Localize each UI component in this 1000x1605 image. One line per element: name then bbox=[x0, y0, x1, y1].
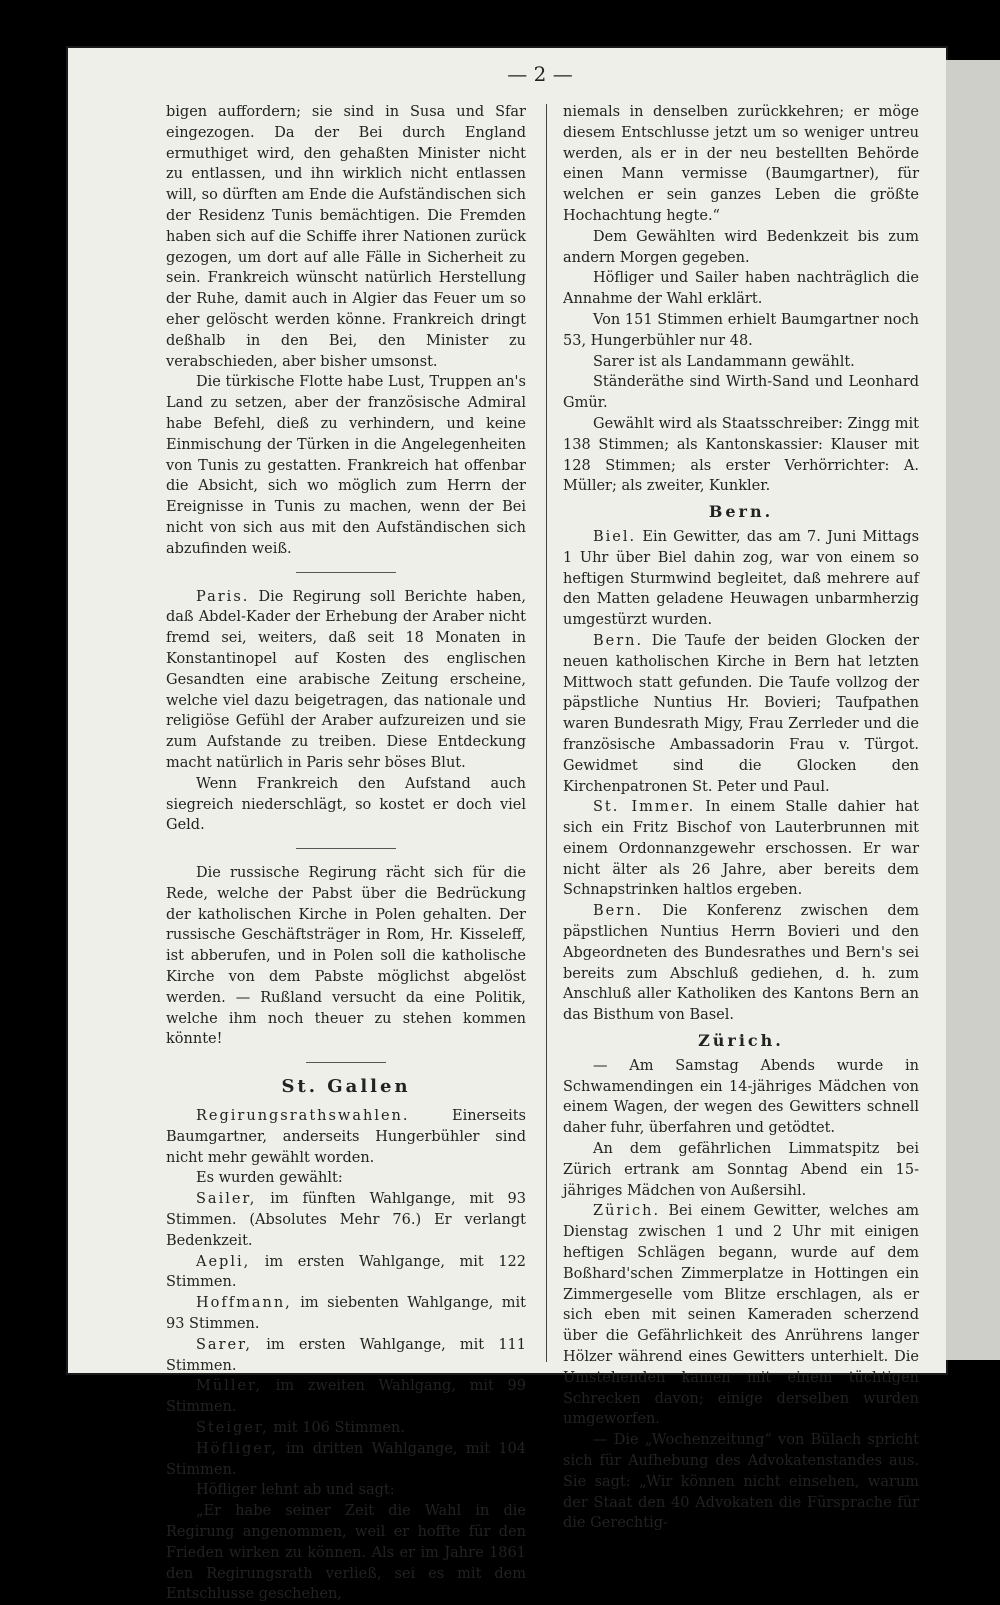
turkish-fleet-paragraph: Die türkische Flotte habe Lust, Truppen an's Land zu setzen, aber der französische Admiral habe Befehl, dieß zu verhindern, und keine Einmischung der Türken in die Angelegenheiten von Tunis zu gestatten. Frankreich hat offenbar die Absicht, sich wo möglich zum Herrn der Ereignisse in Tunis zu machen, wenn der Bei nicht von sich aus mit den Aufständischen sich abzufinden weiß. bbox=[166, 374, 526, 557]
biel-text: Ein Gewitter, das am 7. Juni Mittags 1 Uhr über Biel dahin zog, war von einem so heftigen Sturmwind begleitet, daß mehrere auf den Matten geladene Heuwagen unbarmherzig umgestürzt wurden. bbox=[563, 528, 920, 629]
landammann-paragraph: Sarer ist als Landammann gewählt. bbox=[593, 353, 855, 370]
result-sarer bbox=[166, 1335, 526, 1377]
paris-text: Die Regirung soll Berichte haben, daß Abdel-Kader der Erhebung der Araber nicht fremd sei, weiters, daß seit 18 Monaten in Konstantinopel auf Kosten des englischen Gesandten eine arabische Zeitung erscheine, welche viel dazu beigetragen, das nationale und religiöse Gefühl der Araber aufzureizen und sie zum Aufstande zu treiben. Diese Entdeckung macht natürlich in Paris sehr böses Blut. bbox=[166, 588, 526, 771]
column-rule bbox=[546, 104, 547, 1362]
adjacent-page-edge bbox=[946, 60, 1000, 1360]
limmatspitz-paragraph: An dem gefährlichen Limmatspitz bei Zürich ertrank am Sonntag Abend ein 15-jähriges Mädchen von Außersihl. bbox=[563, 1141, 919, 1199]
result-hoefliger bbox=[166, 1439, 526, 1481]
st-immer-dateline: St. Immer. bbox=[593, 799, 696, 816]
result-steiger bbox=[166, 1418, 526, 1439]
votes-paragraph: Von 151 Stimmen erhielt Baumgartner noch 53, Hungerbühler nur 48. bbox=[563, 311, 919, 349]
biel-dateline: Biel. bbox=[593, 528, 637, 545]
paris-dateline: Paris. bbox=[196, 588, 250, 605]
bern-bells-text: Die Taufe der beiden Glocken der neuen katholischen Kirche in Bern hat letzten Mittwoch statt gefunden. Die Taufe vollzog der päpstliche Nuntius Hr. Bovieri; Taufpathen waren Bundesrath Migy, Frau Zerrleder und die französische Ambassadorin Frau v. Türgot. Gewidmet sind die Glocken den Kirchenpatronen St. Peter und Paul. bbox=[563, 632, 920, 795]
heading-bern: Bern. bbox=[708, 502, 774, 522]
staatsschreiber-paragraph: Gewählt wird als Staatsschreiber: Zingg mit 138 Stimmen; als Kantonskassier: Klauser mit 128 Stimmen; als erster Verhörrichter: A. Müller; als zweiter, Kunkler. bbox=[563, 415, 919, 495]
result-hoffmann bbox=[166, 1293, 526, 1335]
zuerich-lightning-paragraph bbox=[563, 1201, 919, 1430]
result-hoefliger-text: im dritten Wahlgange, mit 104 Stimmen. bbox=[166, 1440, 527, 1478]
schwamendingen-paragraph: — Am Samstag Abends wurde in Schwamendingen ein 14-jähriges Mädchen von einem Wagen, der wegen des Gewitters schnell daher fuhr, überfahren und getödtet. bbox=[563, 1057, 919, 1137]
france-cost-paragraph: Wenn Frankreich den Aufstand auch siegreich niederschlägt, so kostet er doch viel Geld. bbox=[166, 775, 526, 834]
name-sailer: Sailer, bbox=[196, 1191, 257, 1208]
result-sailer bbox=[166, 1189, 526, 1251]
result-hoffmann-text: im siebenten Wahlgange, mit 93 Stimmen. bbox=[166, 1295, 526, 1333]
bern-conference-paragraph bbox=[563, 901, 919, 1026]
buelach-paragraph: — Die „Wochenzeitung“ von Bülach spricht sich für Aufhebung des Advokatenstandes aus. Sie sagt: „Wir können nicht einsehen, warum der Staat den 40 Advokaten die Fürsprache für die Gerechtig- bbox=[563, 1432, 919, 1532]
staenderaete-paragraph: Ständeräthe sind Wirth-Sand und Leonhard Gmür. bbox=[563, 374, 919, 412]
russia-paragraph: Die russische Regirung rächt sich für die Rede, welche der Pabst über die Bedrückung der katholischen Kirche in Polen gehalten. Der russische Geschäftsträger in Rom, Hr. Kisseleff, ist abberufen, und in Polen soll die katholische Kirche von dem Pabste möglichst abgelöst werden. — Rußland versucht da eine Politik, welche ihm noch theuer zu stehen kommen könnte! bbox=[166, 865, 526, 1048]
bern-dateline: Bern. bbox=[593, 632, 644, 649]
result-sailer-text: im fünften Wahlgange, mit 93 Stimmen. (Absolutes Mehr 76.) Er verlangt Bedenkzeit. bbox=[166, 1191, 527, 1249]
bedenkzeit-paragraph: Dem Gewählten wird Bedenkzeit bis zum andern Morgen gegeben. bbox=[563, 228, 919, 266]
heading-st-gallen: St. Gallen bbox=[281, 1076, 411, 1098]
result-steiger-text: mit 106 Stimmen. bbox=[273, 1420, 405, 1437]
acceptance-paragraph: Höfliger und Sailer haben nachträglich die Annahme der Wahl erklärt. bbox=[563, 270, 919, 308]
bern-conference-text: Die Konferenz zwischen dem päpstlichen Nuntius Herrn Bovieri und den Abgeordneten des Bundesrathes und Bern's sei bereits zum Abschluß gediehen, d. h. zum Anschluß aller Katholiken des Kantons Bern an das Bisthum von Basel. bbox=[563, 903, 920, 1024]
result-aepli bbox=[166, 1252, 526, 1294]
result-mueller-text: im zweiten Wahlgang, mit 99 Stimmen. bbox=[166, 1378, 526, 1416]
section-divider bbox=[306, 1062, 386, 1063]
result-sarer-text: im ersten Wahlgange, mit 111 Stimmen. bbox=[166, 1336, 527, 1374]
result-mueller bbox=[166, 1376, 526, 1418]
st-immer-paragraph bbox=[563, 797, 919, 901]
election-paragraph bbox=[166, 1106, 526, 1168]
paris-paragraph bbox=[166, 587, 526, 774]
zuerich-lightning-text: Bei einem Gewitter, welches am Dienstag zwischen 1 und 2 Uhr mit einigen heftigen Schlägen begann, wurde auf dem Boßhard'schen Zimmerplatze in Hottingen ein Zimmergeselle vom Blitze erschlagen, als er sich eben mit seinen Kameraden scherzend über die Gefährlichkeit des Anrührens langer Hölzer während eines Gewitters unterhielt. Die Umstehenden kamen mit einem tüchtigen Schrecken davon; einige derselben wurden umgeworfen. bbox=[563, 1203, 920, 1428]
st-immer-text: In einem Stalle dahier hat sich ein Fritz Bischof von Lauterbrunnen mit einem Ordonnanzgewehr erschossen. Er war nicht älter als 26 Jahre, aber bereits dem Schnapstrinken haltlos ergeben. bbox=[563, 799, 920, 899]
name-steiger: Steiger, bbox=[196, 1420, 269, 1437]
election-text: Einerseits Baumgartner, anderseits Hungerbühler sind nicht mehr gewählt worden. bbox=[166, 1108, 526, 1166]
tunis-paragraph: bigen auffordern; sie sind in Susa und Sfar eingezogen. Da der Bei durch England ermuthiget wird, den gehaßten Minister nicht zu entlassen, und ihn wirklich nicht entlassen will, so dürften am Ende die Aufständischen sich der Residenz Tunis bemächtigen. Die Fremden haben sich auf die Schiffe ihrer Nationen zurück gezogen, um dort auf alle Fälle in Sicherheit zu sein. Frankreich wünscht natürlich Herstellung der Ruhe, damit auch in Algier das Feuer um so eher gelöscht werden könne. Frankreich dringt deßhalb in den Bei, den Minister zu verabschieden, aber bisher umsonst. bbox=[166, 104, 526, 370]
elected-intro: Es wurden gewählt: bbox=[196, 1170, 343, 1187]
biel-paragraph bbox=[563, 527, 919, 631]
bern-dateline: Bern. bbox=[593, 903, 644, 920]
name-sarer: Sarer, bbox=[196, 1336, 253, 1353]
right-column bbox=[563, 102, 919, 1534]
quote-continuation: niemals in denselben zurückkehren; er möge diesem Entschlusse jetzt um so weniger untreu werden, als er in der neu bestellten Behörde einen Mann vermisse (Baumgartner), für welchen er sein ganzes Leben die größte Hochachtung hegte.“ bbox=[563, 104, 919, 224]
election-lead: Regirungsrathswahlen. bbox=[196, 1108, 410, 1125]
section-divider bbox=[296, 848, 396, 849]
zuerich-dateline: Zürich. bbox=[593, 1203, 661, 1220]
name-mueller: Müller, bbox=[196, 1378, 262, 1395]
page-number: — 2 — bbox=[507, 62, 573, 86]
name-hoefliger: Höfliger, bbox=[196, 1440, 278, 1457]
name-aepli: Aepli, bbox=[196, 1253, 251, 1270]
heading-zuerich: Zürich. bbox=[698, 1031, 784, 1051]
bern-bells-paragraph bbox=[563, 631, 919, 797]
left-column bbox=[166, 102, 526, 1605]
result-aepli-text: im ersten Wahlgange, mit 122 Stimmen. bbox=[166, 1253, 526, 1291]
section-divider bbox=[296, 572, 396, 573]
hoefliger-declines: Höfliger lehnt ab und sagt: bbox=[196, 1482, 395, 1499]
hoefliger-quote: „Er habe seiner Zeit die Wahl in die Regirung angenommen, weil er hoffte für den Frieden wirken zu können. Als er im Jahre 1861 den Regirungsrath verließ, sei es mit dem Entschlusse geschehen, bbox=[166, 1503, 526, 1603]
name-hoffmann: Hoffmann, bbox=[196, 1295, 292, 1312]
